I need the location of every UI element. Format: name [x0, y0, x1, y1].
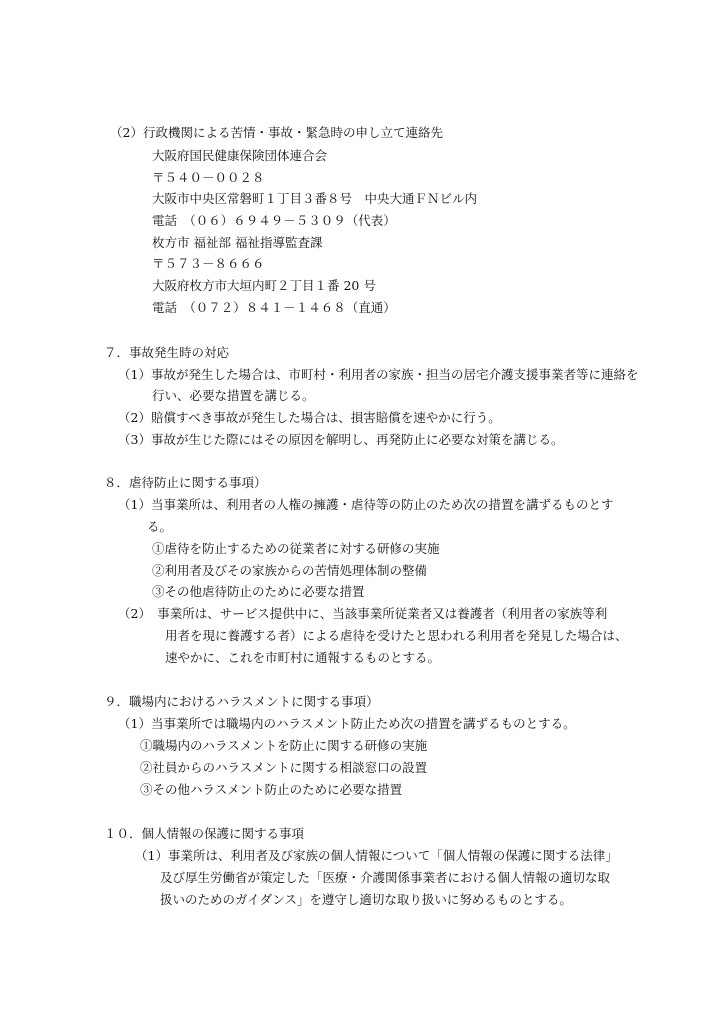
section-8-sub-2: ②利用者及びその家族からの苦情処理体制の整備 — [152, 563, 428, 578]
org1-address: 大阪市中央区常磐町１丁目３番８号 中央大通ＦＮビル内 — [152, 191, 478, 206]
section-8-sub-3: ③その他虐待防止のために必要な措置 — [152, 584, 365, 599]
org2-phone: 電話 （０７２）８４１－１４６８（直通） — [152, 300, 396, 315]
section-8-item-1-line-1: （1）当事業所は、利用者の人権の擁護・虐待等の防止のため次の措置を講ずるものとす — [118, 497, 614, 512]
org1-postal-code: 〒５４０－００２８ — [152, 170, 265, 185]
section-9-sub-1: ①職場内のハラスメントを防止に関する研修の実施 — [140, 738, 428, 753]
org2-name: 枚方市 福祉部 福祉指導監査課 — [152, 235, 323, 250]
section-10-item-1-line-3: 扱いのためのガイダンス」を遵守し適切な取り扱いに努めるものとする。 — [160, 892, 572, 907]
section-9-sub-3: ③その他ハラスメント防止のために必要な措置 — [140, 782, 403, 797]
section-9-item-1: （1）当事業所では職場内のハラスメント防止ため次の措置を講ずるものとする。 — [118, 716, 576, 731]
section-2-heading: （2）行政機関による苦情・事故・緊急時の申し立て連絡先 — [110, 125, 443, 140]
section-7-item-1-line-2: 行い、必要な措置を講じる。 — [152, 388, 315, 403]
org2-address: 大阪府枚方市大垣内町２丁目１番 20 号 — [152, 278, 376, 293]
section-7-item-2: （2）賠償すべき事故が発生した場合は、損害賠償を速やかに行う。 — [118, 410, 501, 425]
section-10-item-1-line-1: （1）事業所は、利用者及び家族の個人情報について「個人情報の保護に関する法律」 — [135, 848, 618, 863]
section-7-item-1-line-1: （1）事故が発生した場合は、市町村・利用者の家族・担当の居宅介護支援事業者等に連絡を — [118, 367, 639, 382]
section-8-item-2-line-3: 速やかに、これを市町村に通報するものとする。 — [165, 650, 441, 665]
org1-phone: 電話 （０６）６９４９－５３０９（代表） — [152, 213, 396, 228]
section-8-sub-1: ①虐待を防止するための従業者に対する研修の実施 — [152, 541, 440, 556]
org2-postal-code: 〒５７３－８６６６ — [152, 256, 265, 271]
section-9-sub-2: ②社員からのハラスメントに関する相談窓口の設置 — [140, 760, 428, 775]
section-10-title: １０．個人情報の保護に関する事項 — [104, 826, 305, 841]
org1-name: 大阪府国民健康保険団体連合会 — [152, 148, 328, 163]
section-8-item-1-line-2: る。 — [147, 519, 173, 534]
section-10-item-1-line-2: 及び厚生労働省が策定した「医療・介護関係事業者における個人情報の適切な取 — [160, 870, 611, 885]
section-8-item-2-line-1: （2） 事業所は、サービス提供中に、当該事業所従業者又は養護者（利用者の家族等利 — [118, 606, 608, 621]
section-8-item-2-line-2: 用者を現に養護する者）による虐待を受けたと思われる利用者を発見した場合は、 — [165, 628, 628, 643]
section-8-title: ８．虐待防止に関する事項） — [104, 475, 267, 490]
section-7-item-3: （3）事故が生じた際にはその原因を解明し、再発防止に必要な対策を講じる。 — [118, 432, 564, 447]
section-9-title: ９．職場内におけるハラスメントに関する事項） — [104, 694, 379, 709]
section-7-title: ７．事故発生時の対応 — [104, 345, 230, 360]
